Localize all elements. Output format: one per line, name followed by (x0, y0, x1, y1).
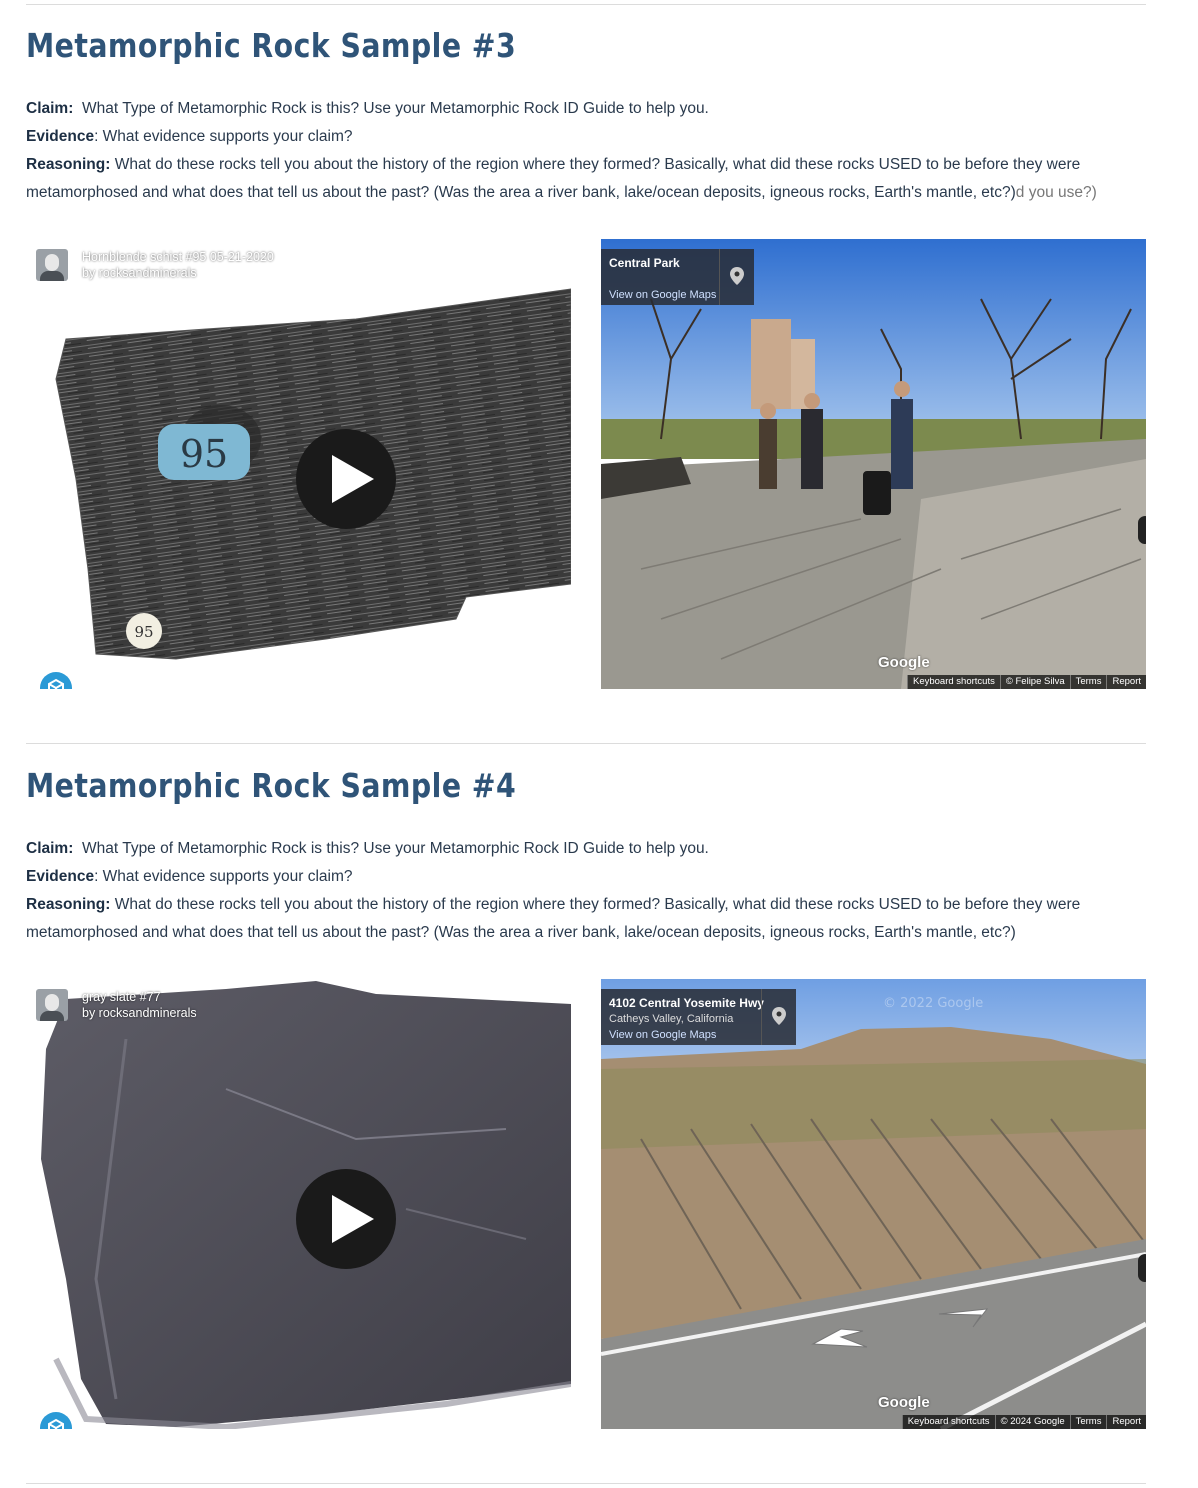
bottom-divider (26, 1483, 1146, 1484)
claim-label: Claim: (26, 100, 74, 117)
evidence-text: : What evidence supports your claim? (94, 128, 353, 145)
middle-divider (26, 743, 1146, 744)
author-avatar[interactable] (36, 989, 68, 1021)
sample-tag-text: 95 (179, 432, 229, 476)
sample-small-label: 95 (134, 623, 154, 641)
keyboard-shortcuts-link[interactable]: Keyboard shortcuts (907, 675, 1000, 689)
sample-4-title: Metamorphic Rock Sample #4 (26, 766, 517, 805)
location-card (601, 989, 796, 1045)
google-logo: Google (878, 654, 930, 671)
model-author[interactable]: by rocksandminerals (82, 266, 197, 280)
evidence-label: Evidence (26, 128, 95, 145)
terms-link[interactable]: Terms (1070, 1415, 1107, 1429)
location-card (601, 249, 754, 305)
reasoning-trailing: d you use?) (1015, 184, 1097, 201)
sample-3-title: Metamorphic Rock Sample #3 (26, 26, 517, 65)
reasoning-label: Reasoning: (26, 156, 111, 173)
claim-label: Claim: (26, 840, 74, 857)
model-title[interactable]: gray slate #77 (82, 990, 161, 1004)
claim-text: What Type of Metamorphic Rock is this? Use your Metamorphic Rock ID Guide to help you. (82, 840, 709, 857)
reasoning-line (26, 891, 1146, 947)
claim-line (26, 95, 1146, 123)
reasoning-text: What do these rocks tell you about the history of the region where they formed? Basically, what did these rocks USED to be before they were metamorphosed and what does that tell us about the past? (Was the area a river bank, lake/ocean deposits, igneous rocks, Earth's mantle, etc?) (26, 896, 1081, 941)
map-pin-icon (730, 267, 744, 285)
sample-4-section (26, 766, 1146, 1427)
evidence-line (26, 863, 1146, 891)
keyboard-shortcuts-link[interactable]: Keyboard shortcuts (902, 1415, 995, 1429)
evidence-label: Evidence (26, 868, 95, 885)
author-avatar[interactable] (36, 249, 68, 281)
report-link[interactable]: Report (1106, 1415, 1146, 1429)
sketchfab-cube-icon (46, 678, 66, 689)
nav-edge-control[interactable] (1138, 516, 1146, 544)
report-link[interactable]: Report (1106, 675, 1146, 689)
location-name: 4102 Central Yosemite Hwy (609, 996, 764, 1010)
attribution-bar (902, 1415, 1146, 1429)
sample-4-questions (26, 835, 1146, 947)
model-author[interactable]: by rocksandminerals (82, 1006, 197, 1020)
location-name: Central Park (609, 256, 680, 270)
map-pin-button[interactable] (719, 249, 754, 305)
streetview-embed[interactable] (601, 979, 1146, 1429)
attribution-bar (907, 675, 1146, 689)
sample-3-section (26, 26, 1146, 687)
play-button[interactable] (296, 1169, 396, 1269)
map-pin-button[interactable] (761, 989, 796, 1045)
map-pin-icon (772, 1007, 786, 1025)
model-title[interactable]: Hornblende schist #95 05-21-2020 (82, 250, 274, 264)
view-on-google-maps-link[interactable]: View on Google Maps (609, 1029, 717, 1041)
nav-edge-control[interactable] (1138, 1254, 1146, 1282)
sample-3-questions (26, 95, 1146, 207)
play-button[interactable] (296, 429, 396, 529)
terms-link[interactable]: Terms (1070, 675, 1107, 689)
claim-text: What Type of Metamorphic Rock is this? Use your Metamorphic Rock ID Guide to help you. (82, 100, 709, 117)
streetview-watermark: © 2022 Google (883, 996, 984, 1011)
evidence-text: : What evidence supports your claim? (94, 868, 353, 885)
reasoning-text: What do these rocks tell you about the history of the region where they formed? Basically, what did these rocks USED to be before they were metamorphosed and what does that tell us about the past? (Was the area a river bank, lake/ocean deposits, igneous rocks, Earth's mantle, etc?) (26, 156, 1081, 201)
google-logo: Google (878, 1394, 930, 1411)
streetview-image (601, 979, 1146, 1429)
play-icon (332, 455, 374, 503)
streetview-embed[interactable] (601, 239, 1146, 689)
reasoning-line (26, 151, 1146, 207)
claim-line (26, 835, 1146, 863)
reasoning-label: Reasoning: (26, 896, 111, 913)
play-icon (332, 1195, 374, 1243)
evidence-line (26, 123, 1146, 151)
streetview-image (601, 239, 1146, 689)
top-divider (26, 4, 1146, 5)
view-on-google-maps-link[interactable]: View on Google Maps (609, 289, 717, 301)
location-subtitle: Catheys Valley, California (609, 1013, 734, 1025)
photo-credit: © Felipe Silva (1000, 675, 1070, 689)
photo-credit: © 2024 Google (995, 1415, 1070, 1429)
sketchfab-cube-icon (46, 1418, 66, 1429)
sketchfab-viewer[interactable] (26, 239, 571, 689)
sketchfab-viewer[interactable] (26, 979, 571, 1429)
